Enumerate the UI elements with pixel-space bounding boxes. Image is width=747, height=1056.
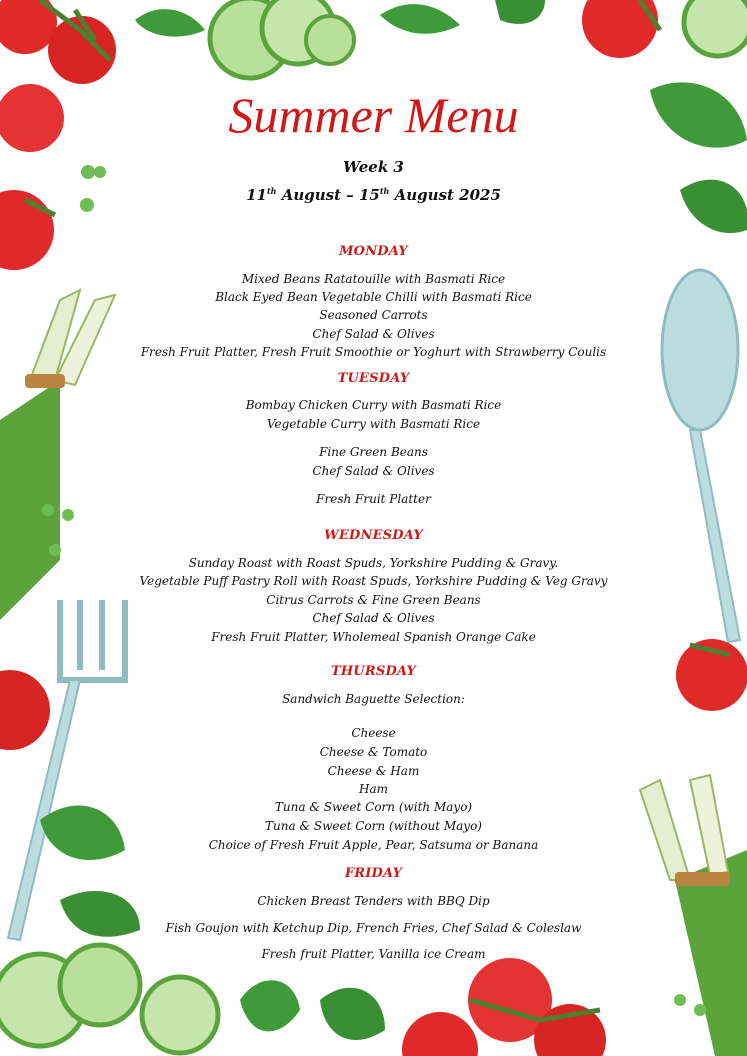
menu-item: Black Eyed Bean Vegetable Chilli with Basmati Rice bbox=[215, 290, 532, 304]
menu-item: Fresh fruit Platter, Vanilla ice Cream bbox=[261, 947, 486, 961]
menu-item: Cheese & Tomato bbox=[319, 745, 428, 759]
menu-item: Sunday Roast with Roast Spuds, Yorkshire Pudding & Gravy. bbox=[188, 556, 559, 570]
tomato-icon bbox=[676, 639, 747, 711]
menu-item: Fine Green Beans bbox=[319, 445, 428, 459]
week-label: Week 3 bbox=[343, 158, 404, 176]
day-heading-thursday: THURSDAY bbox=[330, 664, 417, 679]
menu-item: Cheese & Ham bbox=[327, 764, 420, 778]
spring-onion-icon bbox=[640, 775, 747, 1056]
cucumber-slice-icon bbox=[684, 0, 747, 56]
menu-item: Chef Salad & Olives bbox=[312, 327, 435, 341]
tomato-icon bbox=[0, 0, 116, 152]
menu-item: Chef Salad & Olives bbox=[312, 464, 435, 478]
menu-item: Ham bbox=[359, 782, 388, 796]
cucumber-slice-icon bbox=[210, 0, 354, 78]
fork-icon bbox=[8, 600, 125, 940]
menu-item: Bombay Chicken Curry with Basmati Rice bbox=[245, 398, 502, 412]
cucumber-slice-icon bbox=[0, 945, 218, 1053]
menu-item: Seasoned Carrots bbox=[319, 308, 428, 322]
menu-item: Sandwich Baguette Selection: bbox=[282, 692, 465, 706]
tomato-icon bbox=[402, 958, 606, 1056]
menu-item: Fresh Fruit Platter, Wholemeal Spanish Orange Cake bbox=[211, 630, 536, 644]
menu-item: Tuna & Sweet Corn (without Mayo) bbox=[264, 819, 482, 833]
day-heading-monday: MONDAY bbox=[339, 244, 408, 259]
leaf-icon bbox=[650, 82, 747, 233]
menu-item: Fish Goujon with Ketchup Dip, French Fries, Chef Salad & Coleslaw bbox=[165, 921, 582, 935]
menu-item: Mixed Beans Ratatouille with Basmati Rice bbox=[241, 272, 506, 286]
menu-item: Choice of Fresh Fruit Apple, Pear, Satsuma or Banana bbox=[208, 838, 539, 852]
spring-onion-icon bbox=[0, 290, 115, 620]
menu-item: Vegetable Puff Pastry Roll with Roast Spuds, Yorkshire Pudding & Veg Gravy bbox=[139, 574, 608, 588]
menu-item: Vegetable Curry with Basmati Rice bbox=[266, 417, 481, 431]
day-heading-tuesday: TUESDAY bbox=[337, 371, 410, 386]
tomato-icon bbox=[582, 0, 660, 58]
menu-title: Summer Menu bbox=[228, 87, 519, 143]
date-range: 11th August – 15th August 2025 bbox=[246, 186, 501, 204]
spoon-icon bbox=[662, 270, 740, 642]
menu-item: Cheese bbox=[351, 726, 396, 740]
day-heading-friday: FRIDAY bbox=[344, 866, 403, 881]
menu-item: Citrus Carrots & Fine Green Beans bbox=[266, 593, 481, 607]
tomato-icon bbox=[0, 190, 55, 270]
day-heading-wednesday: WEDNESDAY bbox=[324, 528, 423, 543]
tomato-icon bbox=[0, 670, 50, 750]
menu-item: Chicken Breast Tenders with BBQ Dip bbox=[257, 894, 490, 908]
leaf-icon bbox=[240, 980, 385, 1040]
menu-item: Fresh Fruit Platter, Fresh Fruit Smoothie or Yoghurt with Strawberry Coulis bbox=[140, 345, 607, 359]
leaf-icon bbox=[380, 0, 545, 34]
menu-item: Fresh Fruit Platter bbox=[316, 492, 431, 506]
menu-item: Tuna & Sweet Corn (with Mayo) bbox=[274, 800, 473, 814]
menu-item: Chef Salad & Olives bbox=[312, 611, 435, 625]
